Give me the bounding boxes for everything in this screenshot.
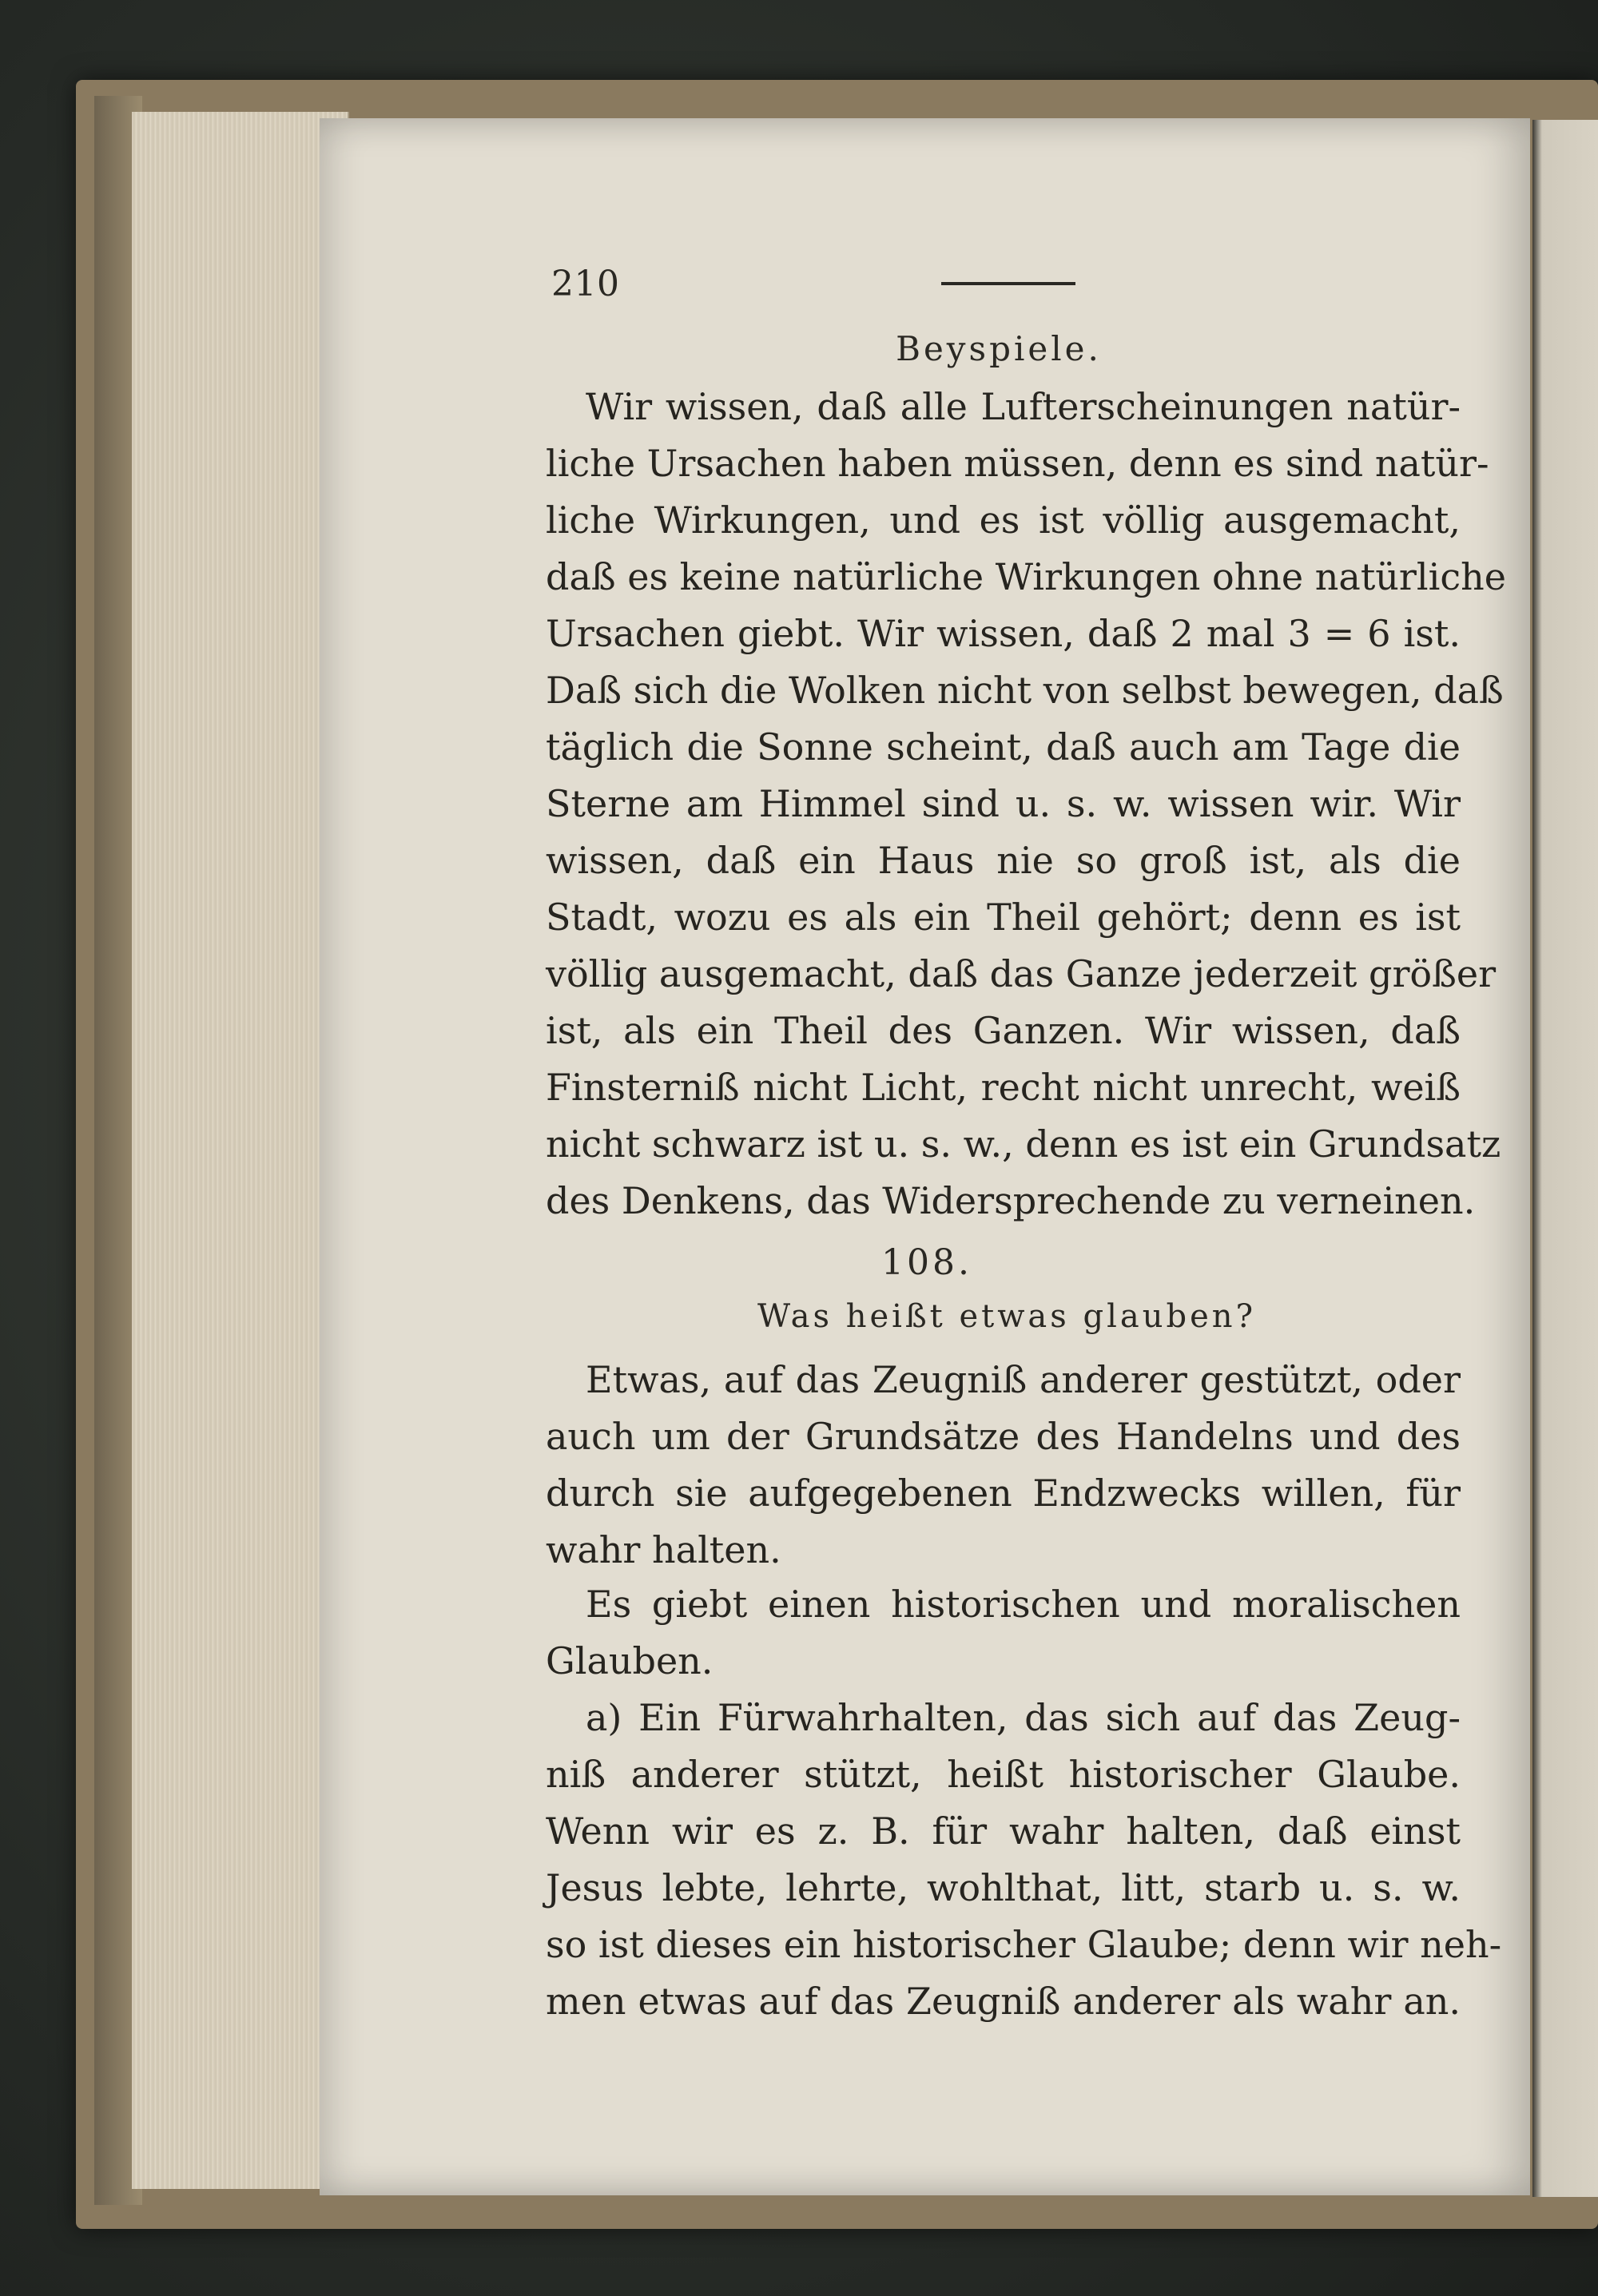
paragraph-examples [546,379,1506,1229]
page-edges [132,112,349,2189]
text-line: Stadt, wozu es als ein Theil gehört; denn es ist [546,896,1461,939]
text-line: völlig ausgemacht, daß das Ganze jederzeit größer [546,952,1497,995]
text-line: wahr halten. [546,1528,781,1571]
text-line: Glauben. [546,1639,714,1682]
text-line: niß anderer stützt, heißt historischer Glaube. [546,1753,1461,1796]
paragraph-definition [546,1352,1461,1579]
text-line: täglich die Sonne scheint, daß auch am Tage die [546,725,1461,769]
text-line: Jesus lebte, lehrte, wohlthat, litt, starb u. s. w. [546,1866,1461,1909]
text-line: Ursachen giebt. Wir wissen, daß 2 mal 3 = 6 ist. [546,612,1461,655]
section-number: 108. [881,1242,972,1283]
text-line: Etwas, auf das Zeugniß anderer gestützt, oder [586,1358,1461,1401]
text-line: auch um der Grundsätze des Handelns und des [546,1415,1461,1458]
header-rule [941,282,1075,285]
text-line: wissen, daß ein Haus nie so groß ist, als die [546,839,1461,882]
text-line: Wenn wir es z. B. für wahr halten, daß einst [546,1809,1461,1853]
text-line: so ist dieses ein historischer Glaube; denn wir neh- [546,1923,1502,1966]
paragraph-kinds [546,1576,1461,1690]
page-number: 210 [551,264,620,304]
text-line: durch sie aufgegebenen Endzwecks willen, für [546,1472,1461,1515]
text-line: des Denkens, das Widersprechende zu verneinen. [546,1179,1476,1222]
text-line: men etwas auf das Zeugniß anderer als wahr an. [546,1980,1461,2023]
facing-page-edge [1532,120,1598,2197]
text-line: Wir wissen, daß alle Lufterscheinungen natür- [586,385,1461,428]
text-line: liche Ursachen haben müssen, denn es sind natür- [546,442,1489,485]
text-line: daß es keine natürliche Wirkungen ohne natürliche [546,555,1506,598]
text-line: liche Wirkungen, und es ist völlig ausgemacht, [546,499,1461,542]
text-line: Finsterniß nicht Licht, recht nicht unrecht, weiß [546,1066,1461,1109]
text-line: Sterne am Himmel sind u. s. w. wissen wir. Wir [546,782,1461,825]
text-line: ist, als ein Theil des Ganzen. Wir wissen, daß [546,1009,1461,1052]
text-line: Daß sich die Wolken nicht von selbst bewegen, daß [546,669,1504,712]
section-heading-beyspiele: Beyspiele. [896,329,1102,368]
text-line: nicht schwarz ist u. s. w., denn es ist ein Grundsatz [546,1122,1501,1166]
paragraph-historical-belief [546,1690,1502,2030]
text-line: Es giebt einen historischen und moralischen [586,1583,1461,1626]
section-heading-glauben: Was heißt etwas glauben? [757,1298,1257,1335]
text-line: a) Ein Fürwahrhalten, das sich auf das Zeug- [586,1696,1461,1739]
